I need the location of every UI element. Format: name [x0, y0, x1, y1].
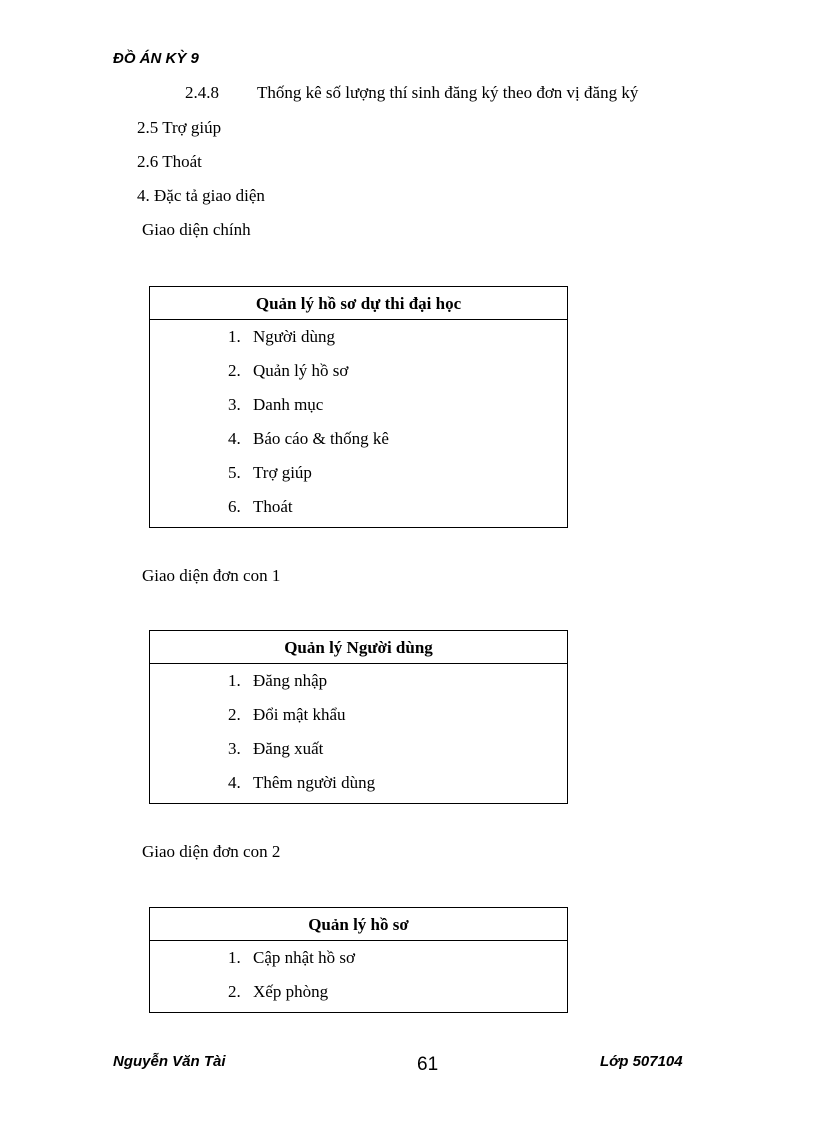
user-menu-item-add-user[interactable]: 4. Thêm người dùng	[228, 773, 376, 792]
main-menu-title: Quản lý hồ sơ dự thi đại học	[150, 287, 567, 320]
main-menu-caption: Giao diện chính	[142, 220, 251, 239]
section-2-5: 2.5 Trợ giúp	[137, 118, 222, 137]
user-menu-item-change-password[interactable]: 2. Đổi mật khẩu	[228, 705, 346, 724]
footer-class: Lớp 507104	[600, 1053, 683, 1070]
profile-menu-box	[149, 907, 568, 1013]
main-menu-item-help[interactable]: 5. Trợ giúp	[228, 463, 312, 482]
footer-page-number: 61	[417, 1054, 439, 1075]
user-menu-item-login[interactable]: 1. Đăng nhập	[228, 671, 328, 690]
main-menu-item-profiles[interactable]: 2. Quản lý hồ sơ	[228, 361, 349, 380]
user-menu-caption: Giao diện đơn con 1	[142, 566, 281, 585]
user-menu-item-logout[interactable]: 3. Đăng xuất	[228, 739, 324, 758]
main-menu-item-exit[interactable]: 6. Thoát	[228, 497, 293, 516]
section-4: 4. Đặc tả giao diện	[137, 186, 265, 205]
main-menu-list	[150, 320, 567, 524]
profile-menu-item-update[interactable]: 1. Cập nhật hồ sơ	[228, 948, 356, 967]
main-menu-item-catalog[interactable]: 3. Danh mục	[228, 395, 324, 414]
profile-menu-title: Quản lý hồ sơ	[150, 908, 567, 941]
section-2-6: 2.6 Thoát	[137, 152, 202, 171]
section-number: 2.4.8	[185, 83, 219, 102]
user-menu-title: Quản lý Người dùng	[150, 631, 567, 664]
user-menu-box	[149, 630, 568, 804]
main-menu-box	[149, 286, 568, 528]
main-menu-item-reports[interactable]: 4. Báo cáo & thống kê	[228, 429, 389, 448]
section-2-4-8	[185, 83, 638, 103]
header-title: ĐỒ ÁN KỲ 9	[113, 50, 199, 67]
profile-menu-item-room-assignment[interactable]: 2. Xếp phòng	[228, 982, 329, 1001]
main-menu-item-users[interactable]: 1. Người dùng	[228, 327, 335, 346]
profile-menu-list	[150, 941, 567, 1009]
section-text: Thống kê số lượng thí sinh đăng ký theo đơn vị đăng ký	[257, 83, 639, 102]
profile-menu-caption: Giao diện đơn con 2	[142, 842, 281, 861]
footer-author: Nguyễn Văn Tài	[113, 1053, 226, 1070]
user-menu-list	[150, 664, 567, 800]
